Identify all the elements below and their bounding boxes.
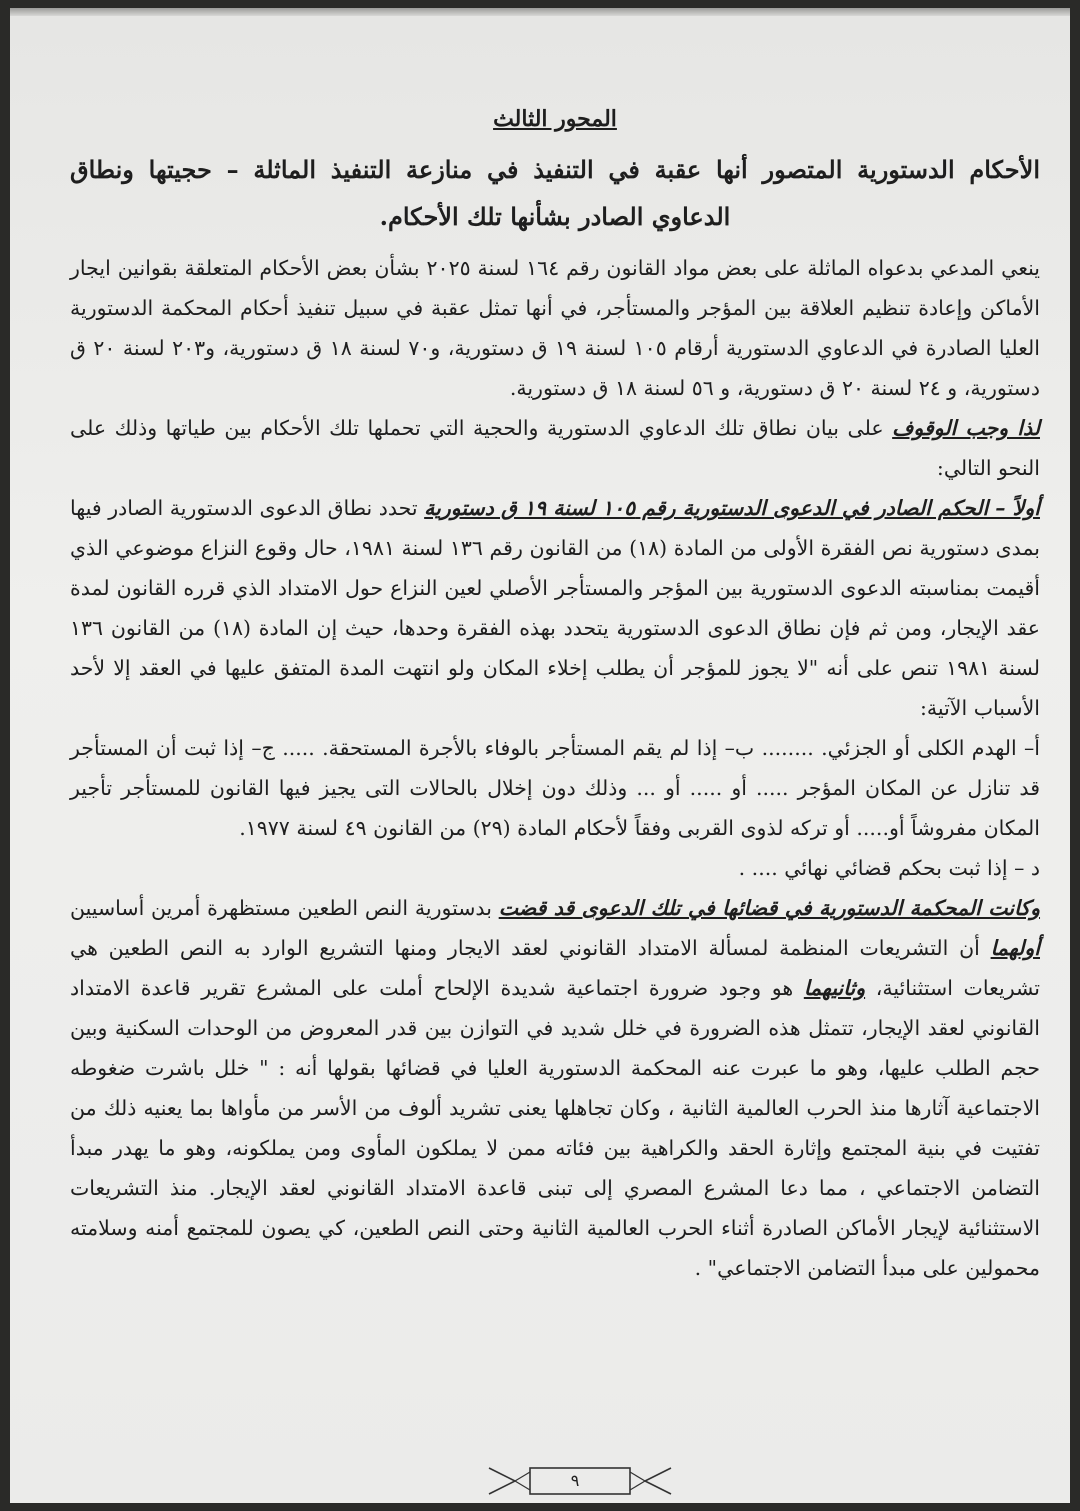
scope-paragraph (70, 408, 1040, 488)
page-number: ٩ (570, 1471, 580, 1490)
reasons-list-d: د – إذا ثبت بحكم قضائي نهائي .... . (738, 856, 1040, 880)
first-matter: أولهما (990, 936, 1040, 960)
court-ruling-paragraph (70, 888, 1040, 1288)
page-top-edge (10, 8, 1070, 16)
scope-text: على بيان نطاق تلك الدعاوي الدستورية والحجية التي تحملها تلك الأحكام بين طياتها وذلك على النحو التالي: (70, 416, 1040, 480)
reasons-list-a-c: أ– الهدم الكلى أو الجزئي. ........ ب– إذا لم يقم المستأجر بالوفاء بالأجرة المستحقة. ..... ج– إذا ثبت أن المستأجر قد تنازل عن المكان المؤجر ..... أو ..... أو ... وذلك دون إخلال بالحالات التى يجيز فيها القانون للمستأجر تأجير المكان مفروشاً أو..... أو تركه لذوى القربى وفقاً لأحكام المادة (٢٩) من القانون ٤٩ لسنة ١٩٧٧. (70, 736, 1040, 840)
first-ruling-text: تحدد نطاق الدعوى الدستورية الصادر فيها بمدى دستورية نص الفقرة الأولى من المادة (١٨) من القانون رقم ١٣٦ لسنة ١٩٨١، حال وقوع النزاع موضوعي الذي أقيمت بمناسبته الدعوى الدستورية بين المؤجر والمستأجر الأصلي لعين النزاع حول الامتداد الذي قرره القانون لمدة عقد الإيجار، ومن ثم فإن نطاق الدعوى الدستورية يتحدد بهذه الفقرة وحدها، حيث إن المادة (١٨) من القانون ١٣٦ لسنة ١٩٨١ تنص على أنه "لا يجوز للمؤجر أن يطلب إخلاء المكان ولو انتهت المدة المتفق عليها في العقد إلا لأحد الأسباب الآتية: (70, 496, 1040, 720)
document-page (10, 8, 1070, 1503)
main-title: الأحكام الدستورية المتصور أنها عقبة في التنفيذ في منازعة التنفيذ الماثلة – حجيتها ونطاق الدعاوي الصادر بشأنها تلك الأحكام. (70, 155, 1040, 231)
first-ruling-lead: أولاً – الحكم الصادر في الدعوى الدستورية رقم ١٠٥ لسنة ١٩ ق دستورية (424, 496, 1040, 520)
court-ruling-text: بدستورية النص الطعين مستظهرة أمرين أساسيين (70, 896, 499, 920)
second-matter-text: هو وجود ضرورة اجتماعية شديدة الإلحاح أملت على المشرع تقرير قاعدة الامتداد القانوني لعقد الإيجار، تتمثل هذه الضرورة في خلل شديد في التوازن بين قدر المعروض من الوحدات السكنية وبين حجم الطلب عليها، وهو ما عبرت عنه المحكمة الدستورية العليا في قضائها بقولها أنه : " خلل باشرت ضغوطه الاجتماعية آثارها منذ الحرب العالمية الثانية ، وكان تجاهلها يعنى تشريد ألوف من الأسر من مأواها بما يعنيه ذلك من تفتيت في بنية المجتمع وإثارة الحقد والكراهية بين فئاته ممن لا يملكون المأوى ومن يملكونه، وهو ما يهدر مبدأ التضامن الاجتماعي ، مما دعا المشرع المصري إلى تبنى قاعدة الامتداد القانوني لعقد الإيجار. منذ التشريعات الاستثنائية لإيجار الأماكن الصادرة أثناء الحرب العالمية الثانية وحتى النص الطعين، كي يصون للمجتمع أمنه وسلامته محمولين على مبدأ التضامن الاجتماعي" . (70, 976, 1040, 1280)
intro-paragraph: ينعي المدعي بدعواه الماثلة على بعض مواد القانون رقم ١٦٤ لسنة ٢٠٢٥ بشأن بعض الأحكام المتعلقة بقوانين ايجار الأماكن وإعادة تنظيم العلاقة بين المؤجر والمستأجر، في أنها تمثل عقبة في سبيل تنفيذ أحكام المحكمة الدستورية العليا الصادرة في الدعاوي الدستورية أرقام ١٠٥ لسنة ١٩ ق دستورية، و٧٠ لسنة ١٨ ق دستورية، و٢٠٣ لسنة ٢٠ ق دستورية، و ٢٤ لسنة ٢٠ ق دستورية، و ٥٦ لسنة ١٨ ق دستورية. (70, 256, 1041, 400)
first-matter-text: أن التشريعات المنظمة لمسألة الامتداد القانوني لعقد الايجار ومنها التشريع الوارد به النص الطعين هي تشريعات استثنائية، (70, 936, 1041, 1000)
page-number-ribbon (485, 1460, 675, 1502)
axis-title: المحور الثالث (493, 106, 617, 132)
document-body (70, 106, 1040, 1288)
scope-lead: لذا وجب الوقوف (892, 416, 1040, 440)
first-ruling-paragraph (70, 488, 1040, 728)
court-ruling-lead: وكانت المحكمة الدستورية في قضائها في تلك الدعوى قد قضت (498, 896, 1041, 920)
second-matter: وثانيهما (803, 976, 866, 1000)
